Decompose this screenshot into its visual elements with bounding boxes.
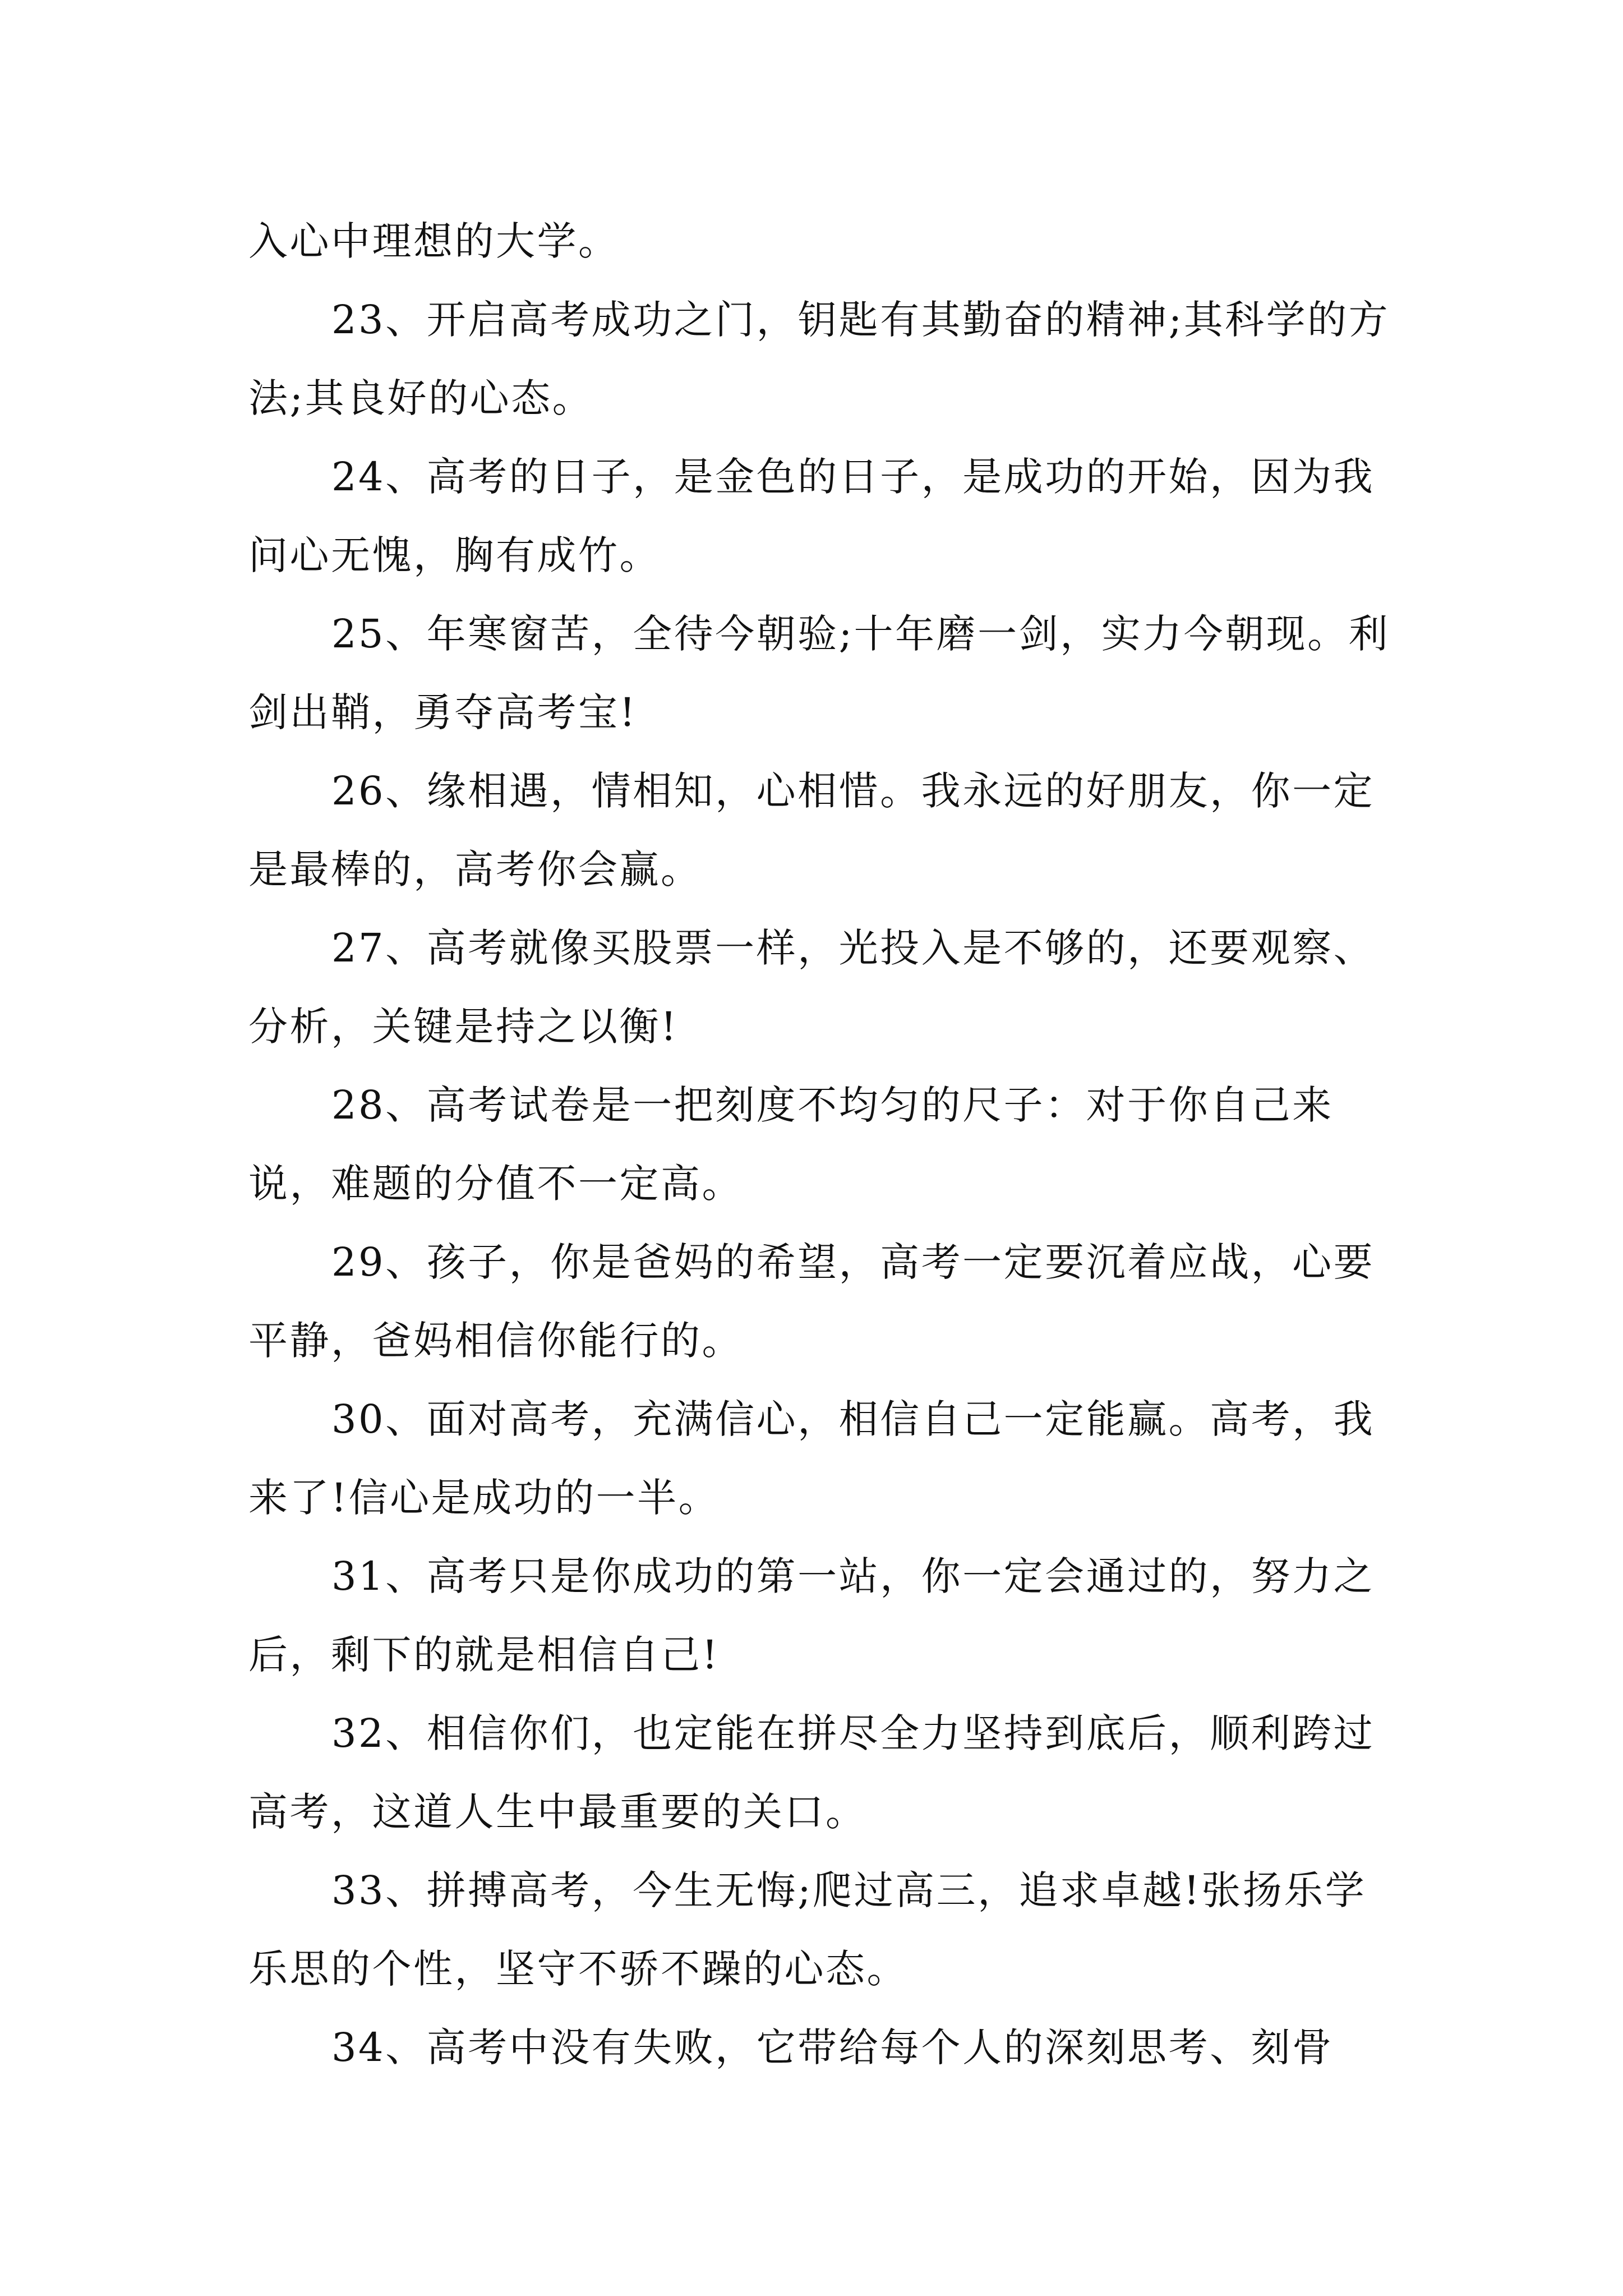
paragraph: 29、孩子，你是爸妈的希望，高考一定要沉着应战，心要平静，爸妈相信你能行的。	[248, 1239, 1375, 1364]
paragraph: 24、高考的日子，是金色的日子，是成功的开始，因为我问心无愧，胸有成竹。	[248, 454, 1375, 578]
paragraph: 28、高考试卷是一把刻度不均匀的尺子：对于你自己来说，难题的分值不一定高。	[248, 1082, 1334, 1207]
paragraph: 32、相信你们，也定能在拼尽全力坚持到底后，顺利跨过高考，这道人生中最重要的关口。	[248, 1710, 1375, 1835]
paragraph: 27、高考就像买股票一样，光投入是不够的，还要观察、分析，关键是持之以衡!	[248, 925, 1375, 1050]
paragraph: 31、高考只是你成功的第一站，你一定会通过的，努力之后，剩下的就是相信自己!	[248, 1553, 1375, 1678]
paragraph: 25、年寒窗苦，全待今朝验;十年磨一剑，实力今朝现。利剑出鞘，勇夺高考宝!	[248, 611, 1390, 735]
paragraph: 33、拼搏高考，今生无悔;爬过高三，追求卓越!张扬乐学乐思的个性，坚守不骄不躁的心态。	[248, 1867, 1367, 1992]
paragraph: 26、缘相遇，情相知，心相惜。我永远的好朋友，你一定是最棒的，高考你会赢。	[248, 768, 1375, 892]
paragraph: 23、开启高考成功之门，钥匙有其勤奋的精神;其科学的方法;其良好的心态。	[248, 297, 1390, 421]
paragraph: 34、高考中没有失败，它带给每个人的深刻思考、刻骨	[331, 2024, 1334, 2070]
paragraph: 入心中理想的大学。	[248, 218, 620, 264]
document-body	[248, 202, 1393, 2087]
paragraph: 30、面对高考，充满信心，相信自己一定能赢。高考，我来了!信心是成功的一半。	[248, 1396, 1375, 1521]
